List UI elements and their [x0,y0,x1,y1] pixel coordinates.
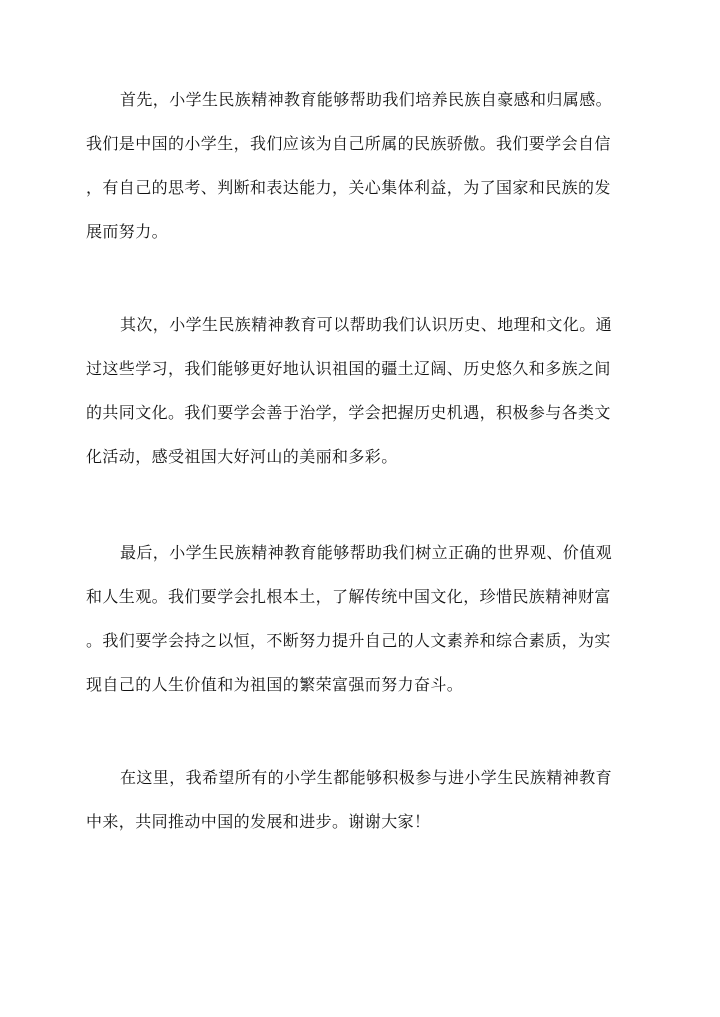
paragraph-2 [86,303,634,479]
paragraph-line: ，有自己的思考、判断和表达能力，关心集体利益，为了国家和民族的发 [86,178,611,197]
paragraph-line: 在这里，我希望所有的小学生都能够积极参与进小学生民族精神教育 [120,768,613,787]
paragraph-line: 现自己的人生价值和为祖国的繁荣富强而努力奋斗。 [86,675,464,694]
paragraph-line: 其次，小学生民族精神教育可以帮助我们认识历史、地理和文化。通 [120,315,613,334]
paragraph-1 [86,78,634,254]
paragraph-line: 。我们要学会持之以恒，不断努力提升自己的人文素养和综合素质，为实 [86,631,611,650]
paragraph-line: 化活动，感受祖国大好河山的美丽和多彩。 [86,447,398,466]
paragraph-line: 我们是中国的小学生，我们应该为自己所属的民族骄傲。我们要学会自信 [86,134,611,153]
paragraph-line: 和人生观。我们要学会扎根本土，了解传统中国文化，珍惜民族精神财富 [86,587,611,606]
paragraph-line: 中来，共同推动中国的发展和进步。谢谢大家！ [86,812,431,831]
paragraph-line: 首先，小学生民族精神教育能够帮助我们培养民族自豪感和归属感。 [120,90,613,109]
paragraph-line: 展而努力。 [86,222,169,241]
paragraph-3 [86,531,634,707]
paragraph-4 [86,756,634,844]
paragraph-line: 的共同文化。我们要学会善于治学，学会把握历史机遇，积极参与各类文 [86,403,611,422]
paragraph-line: 最后，小学生民族精神教育能够帮助我们树立正确的世界观、价值观 [120,543,613,562]
paragraph-line: 过这些学习，我们能够更好地认识祖国的疆土辽阔、历史悠久和多族之间 [86,359,611,378]
